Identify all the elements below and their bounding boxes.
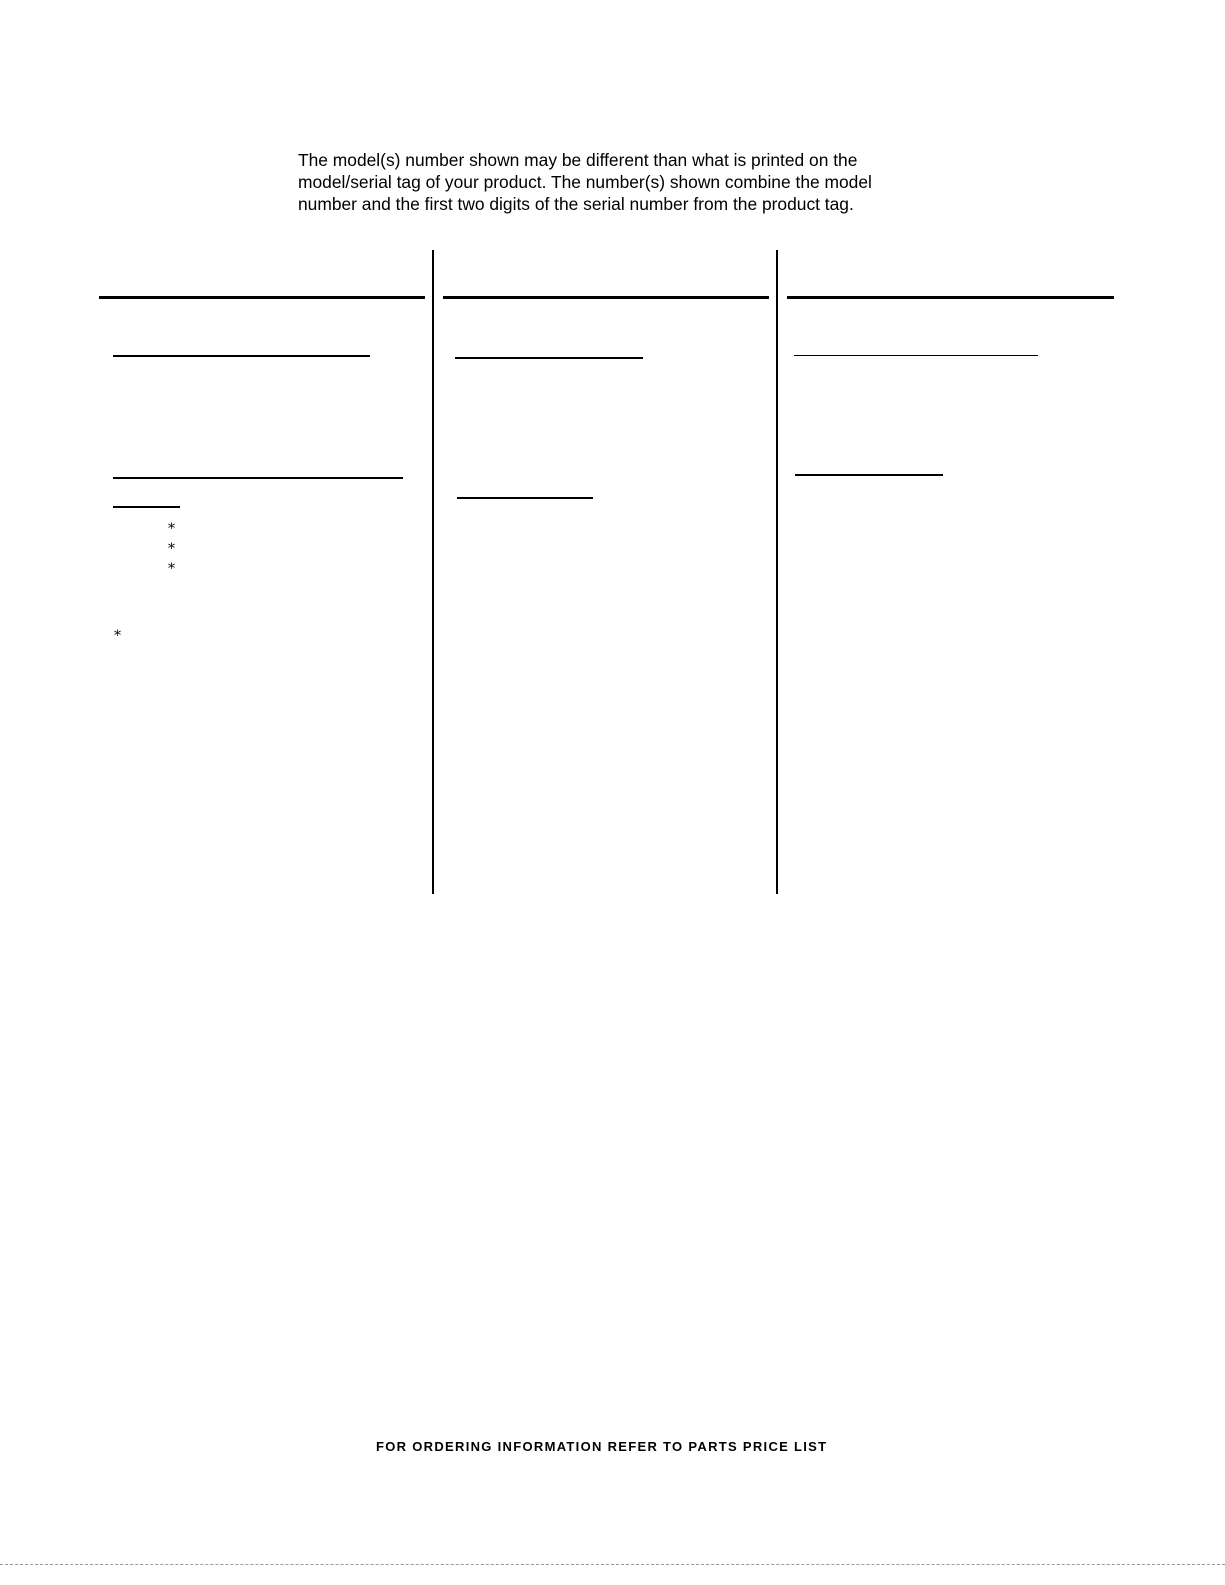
column-1-asterisk-2: * [168, 541, 175, 557]
page-bottom-dashed-edge [0, 1564, 1225, 1565]
column-3-header-rule [787, 296, 1114, 299]
notice-line-3: number and the first two digits of the serial number from the product tag. [298, 194, 854, 214]
column-1-section-rule-1 [113, 355, 370, 357]
column-2-header-rule [443, 296, 769, 299]
notice-line-1: The model(s) number shown may be different than what is printed on the [298, 150, 858, 170]
column-1-asterisk-3: * [168, 561, 175, 577]
column-divider-left [432, 250, 434, 894]
column-2-section-rule-2 [457, 497, 593, 499]
model-number-notice [298, 149, 938, 215]
ordering-information-footer: FOR ORDERING INFORMATION REFER TO PARTS PRICE LIST [376, 1439, 828, 1454]
column-1-asterisk-1: * [168, 521, 175, 537]
column-3-section-rule-1 [794, 355, 1038, 356]
column-2-section-rule-1 [455, 357, 643, 359]
column-3-section-rule-2 [795, 474, 943, 476]
column-1-subsection-rule [113, 506, 180, 508]
notice-line-2: model/serial tag of your product. The number(s) shown combine the model [298, 172, 872, 192]
column-1-header-rule [99, 296, 425, 299]
column-1-asterisk-4: * [114, 628, 121, 644]
column-divider-right [776, 250, 778, 894]
column-1-section-rule-2 [113, 477, 403, 479]
